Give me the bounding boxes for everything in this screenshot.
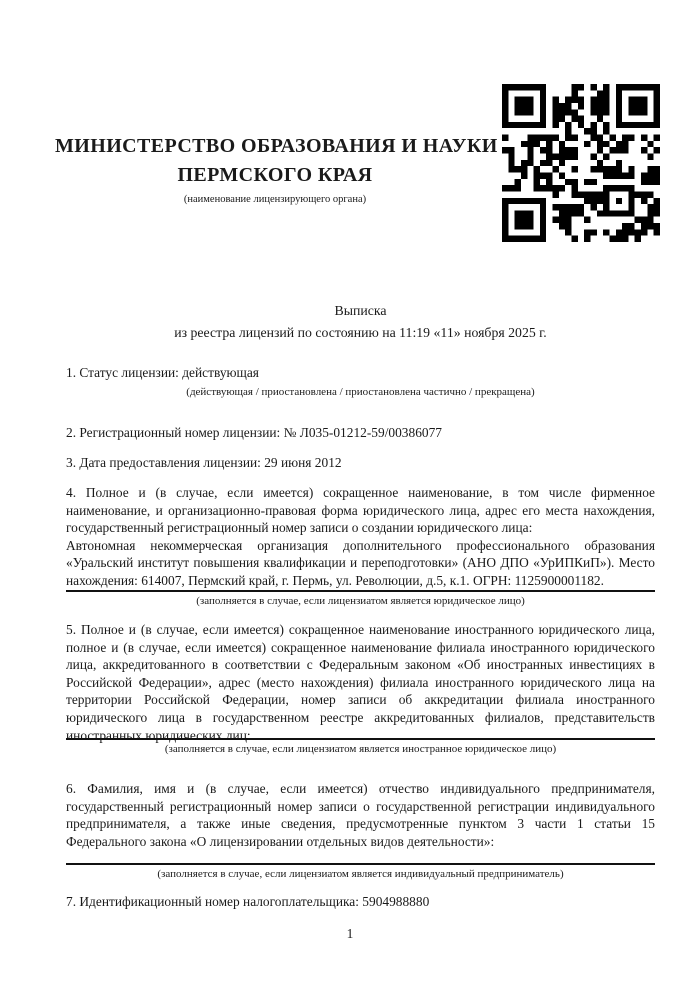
individual-text: 6. Фамилия, имя и (в случае, если имеется) отчество индивидуального предпринимателя, государственный регистрационный номер записи о государственной регистрации индивидуального предпринимателя, а также иные сведения, предусмотренные пунктом 3 части 1 статьи 15 Федерального закона «О лицензировании отдельных видов деятельности»: [66,781,655,849]
ministry-name-line1: МИНИСТЕРСТВО ОБРАЗОВАНИЯ И НАУКИ [55,135,498,157]
item-4-legal-entity [66,484,655,608]
page-number: 1 [346,926,354,941]
item-5-foreign-entity [66,621,655,744]
individual-blank-line [66,863,655,865]
status-caption: (действующая / приостановлена / приостановлена частично / прекращена) [186,386,535,398]
ministry-caption: (наименование лицензирующего органа) [183,194,367,205]
qr-code [502,84,660,242]
legal-entity-caption: (заполняется в случае, если лицензиатом является юридическое лицо) [196,594,525,607]
status-text: 1. Статус лицензии: действующая [66,365,259,380]
foreign-entity-caption: (заполняется в случае, если лицензиатом является иностранное юридическое лицо) [164,743,557,755]
item-2-reg-number: 2. Регистрационный номер лицензии: № Л035-01212-59/00386077 [66,425,442,440]
doc-title-line1: Выписка [334,303,387,318]
legal-entity-text: 4. Полное и (в случае, если имеется) сокращенное наименование, в том числе фирменное наименование, и организационно-правовая форма юридического лица, адрес его места нахождения, государственный регистрационный номер записи о создании юридического лица: [66,485,655,536]
foreign-entity-blank-line [66,738,655,740]
legal-entity-value: Автономная некоммерческая организация дополнительного профессионального образования «Уральский институт повышения квалификации и переподготовки» (АНО ДПО «УрИПКиП»). Место нахождения: 614007, Пермский край, г. Пермь, ул. Революции, д.5, к.1. ОГРН: 1125900001182. [66,537,655,592]
doc-title [66,300,655,343]
ministry-name-line2: ПЕРМСКОГО КРАЯ [177,164,373,186]
item-6-individual [66,780,655,850]
individual-caption: (заполняется в случае, если лицензиатом является индивидуальный предприниматель) [157,868,564,880]
item-7-inn: 7. Идентификационный номер налогоплательщика: 5904988880 [66,894,430,909]
header [55,132,498,206]
foreign-entity-text: 5. Полное и (в случае, если имеется) сокращенное наименование иностранного юридического лица, полное и (в случае, если имеется) сокращенное наименование филиала иностранного юридического лица, аккредитованного в соответствии с Федеральным законом «Об иностранных инвестициях в Российской Федерации», адрес (место нахождения) филиала иностранного юридического лица на территории Российской Федерации, номер записи об аккредитации филиала иностранного юридического лица в государственном реестре аккредитованных филиалов, представительств иностранных юридических лиц: [66,622,655,743]
item-1-status [66,364,655,382]
doc-title-line2: из реестра лицензий по состоянию на 11:19 «11» ноября 2025 г. [174,324,547,340]
item-3-grant-date: 3. Дата предоставления лицензии: 29 июня 2012 [66,455,342,470]
